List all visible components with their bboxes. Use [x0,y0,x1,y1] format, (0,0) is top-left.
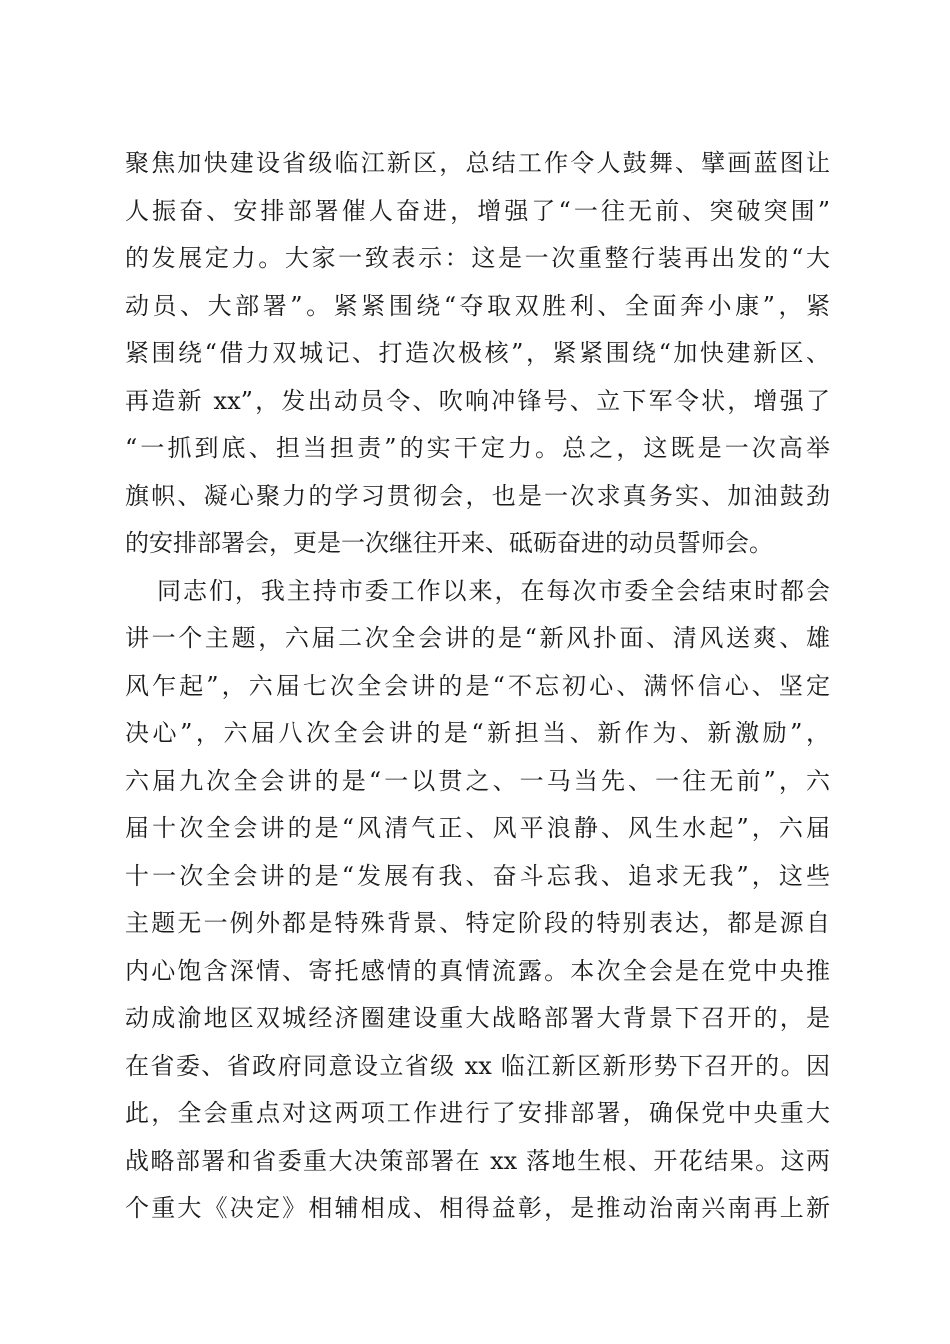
text-line: 届十次全会讲的是“风清气正、风平浪静、风生水起”，六届 [125,814,830,842]
text-line: 此，全会重点对这两项工作进行了安排部署，确保党中央重大 [125,1099,830,1127]
text-line: 的安排部署会，更是一次继往开来、砥砺奋进的动员誓师会。 [125,529,773,557]
text-line: 紧围绕“借力双城记、打造次极核”，紧紧围绕“加快建新区、 [125,339,830,367]
text-line: 六届九次全会讲的是“一以贯之、一马当先、一往无前”，六 [125,766,830,795]
text-line: 聚焦加快建设省级临江新区，总结工作令人鼓舞、擘画蓝图让 [125,149,830,177]
text-line: 风乍起”，六届七次全会讲的是“不忘初心、满怀信心、坚定 [125,671,830,700]
text-line: 再造新 xx”，发出动员令、吹响冲锋号、立下军令状，增强了 [125,386,830,415]
text-line: 讲一个主题，六届二次全会讲的是“新风扑面、清风送爽、雄 [125,624,830,652]
text-line: 十一次全会讲的是“发展有我、奋斗忘我、追求无我”，这些 [125,861,830,890]
text-line: 内心饱含深情、寄托感情的真情流露。本次全会是在党中央推 [125,956,830,985]
text-line: “一抓到底、担当担责”的实干定力。总之，这既是一次高举 [125,434,830,462]
body-text [125,140,830,1233]
text-line: 动员、大部署”。紧紧围绕“夺取双胜利、全面奔小康”，紧 [125,291,830,320]
text-line: 主题无一例外都是特殊背景、特定阶段的特别表达，都是源自 [125,909,830,937]
paragraph-first-line: 同志们，我主持市委工作以来，在每次市委全会结束时都会 [157,576,830,605]
text-line: 在省委、省政府同意设立省级 xx 临江新区新形势下召开的。因 [125,1051,830,1080]
text-line: 个重大《决定》相辅相成、相得益彰，是推动治南兴南再上新 [125,1194,830,1222]
text-line: 战略部署和省委重大决策部署在 xx 落地生根、开花结果。这两 [125,1146,830,1175]
text-line: 动成渝地区双城经济圈建设重大战略部署大背景下召开的，是 [125,1004,830,1032]
text-line: 旗帜、凝心聚力的学习贯彻会，也是一次求真务实、加油鼓劲 [125,481,830,510]
text-line: 人振奋、安排部署催人奋进，增强了“一往无前、突破突围” [125,196,830,225]
text-line: 的发展定力。大家一致表示：这是一次重整行装再出发的“大 [125,244,830,272]
text-line: 决心”，六届八次全会讲的是“新担当、新作为、新激励”， [125,719,830,747]
